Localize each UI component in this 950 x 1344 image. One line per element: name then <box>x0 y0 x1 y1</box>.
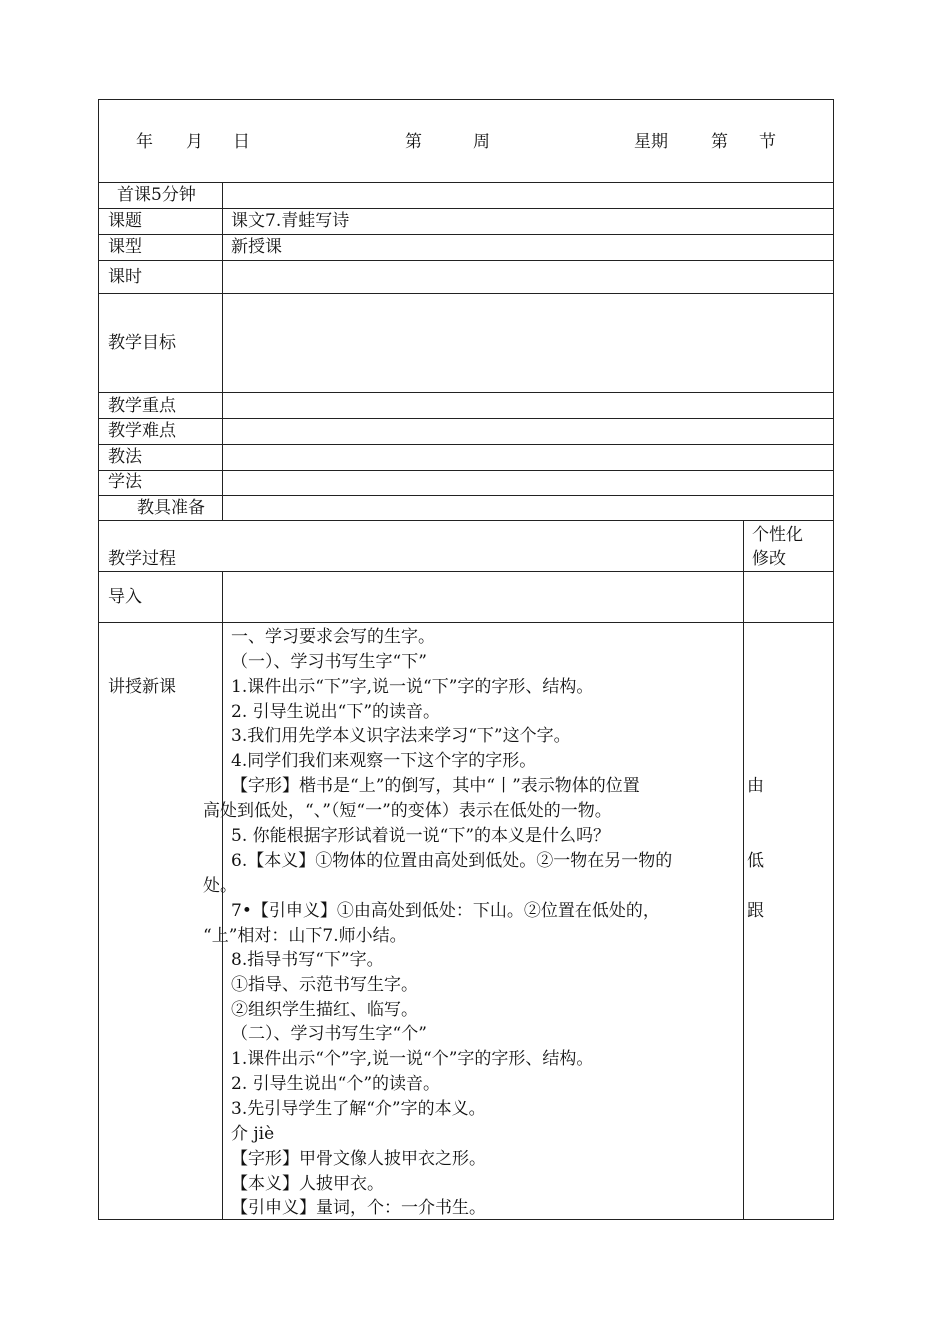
header-year: 年 <box>136 132 153 152</box>
column-divider <box>222 182 223 520</box>
header-week: 周 <box>473 132 490 152</box>
content-line: 3.先引导学生了解“介”字的本义。 <box>231 1099 486 1119</box>
row-divider <box>99 520 833 521</box>
label-personal-2: 修改 <box>752 549 786 569</box>
row-divider <box>99 444 833 445</box>
content-line: 2. 引导生说出“个”的读音。 <box>231 1074 441 1094</box>
header-month: 月 <box>186 132 203 152</box>
label-goals: 教学目标 <box>108 333 176 353</box>
content-line: ②组织学生描红、临写。 <box>231 1000 418 1020</box>
header-weekday: 星期 <box>634 132 668 152</box>
content-line: 7•【引申义】①由高处到低处：下山。②位置在低处的， <box>231 901 660 921</box>
content-line: 8.指导书写“下”字。 <box>231 950 384 970</box>
column-divider <box>743 520 744 571</box>
content-overflow: 低 <box>747 851 764 871</box>
row-divider <box>99 392 833 393</box>
content-overflow: 跟 <box>747 901 764 921</box>
content-line: 4.同学们我们来观察一下这个字的字形。 <box>231 751 537 771</box>
header-di2: 第 <box>711 132 728 152</box>
value-type: 新授课 <box>231 237 282 257</box>
label-first-five: 首课5分钟 <box>117 185 196 205</box>
row-divider <box>99 622 833 623</box>
content-line: 高处到低处，“、”（短“一”的变体）表示在低处的一物。 <box>203 801 612 821</box>
content-line: 【字形】楷书是“上”的倒写，其中“丨”表示物体的位置 <box>231 776 640 796</box>
row-divider <box>99 208 833 209</box>
row-divider <box>99 182 833 183</box>
content-overflow: 由 <box>747 776 764 796</box>
content-line: 【本义】人披甲衣。 <box>231 1174 384 1194</box>
content-line: “上”相对：山下7.师小结。 <box>203 926 407 946</box>
column-divider <box>743 571 744 1219</box>
row-divider <box>99 234 833 235</box>
label-learn-method: 学法 <box>108 472 142 492</box>
content-line: 5. 你能根据字形试着说一说“下”的本义是什么吗？ <box>231 826 611 846</box>
value-topic: 课文7.青蛙写诗 <box>231 211 350 231</box>
label-teach-method: 教法 <box>108 447 142 467</box>
content-line: 一、学习要求会写的生字。 <box>231 627 435 647</box>
content-line: （一）、学习书写生字“下” <box>231 652 427 672</box>
label-process: 教学过程 <box>108 549 176 569</box>
row-divider <box>99 571 833 572</box>
content-line: 1.课件出示“个”字,说一说“个”字的字形、结构。 <box>231 1049 594 1069</box>
content-line: 6.【本义】①物体的位置由高处到低处。②一物在另一物的 <box>231 851 673 871</box>
content-line: 【引申义】量词，个：一介书生。 <box>231 1198 486 1218</box>
content-line: 2. 引导生说出“下”的读音。 <box>231 702 441 722</box>
label-topic: 课题 <box>108 211 142 231</box>
content-line: ①指导、示范书写生字。 <box>231 975 418 995</box>
row-divider <box>99 260 833 261</box>
content-line: 处。 <box>203 876 237 896</box>
content-line: 1.课件出示“下”字,说一说“下”字的字形、结构。 <box>231 677 594 697</box>
header-day: 日 <box>233 132 250 152</box>
row-divider <box>99 293 833 294</box>
content-line: 3.我们用先学本义识字法来学习“下”这个字。 <box>231 726 571 746</box>
content-line: （二）、学习书写生字“个” <box>231 1024 427 1044</box>
label-hours: 课时 <box>108 267 142 287</box>
label-personal-1: 个性化 <box>752 525 803 545</box>
label-new-lesson: 讲授新课 <box>108 677 176 697</box>
label-tools: 教具准备 <box>137 498 205 518</box>
content-line: 介 jiè <box>231 1124 275 1144</box>
label-difficult: 教学难点 <box>108 421 176 441</box>
label-intro: 导入 <box>108 587 142 607</box>
label-key: 教学重点 <box>108 396 176 416</box>
content-line: 【字形】甲骨文像人披甲衣之形。 <box>231 1149 486 1169</box>
header-period: 节 <box>759 132 776 152</box>
header-di: 第 <box>405 132 422 152</box>
row-divider <box>99 470 833 471</box>
label-type: 课型 <box>108 237 142 257</box>
row-divider <box>99 418 833 419</box>
row-divider <box>99 495 833 496</box>
